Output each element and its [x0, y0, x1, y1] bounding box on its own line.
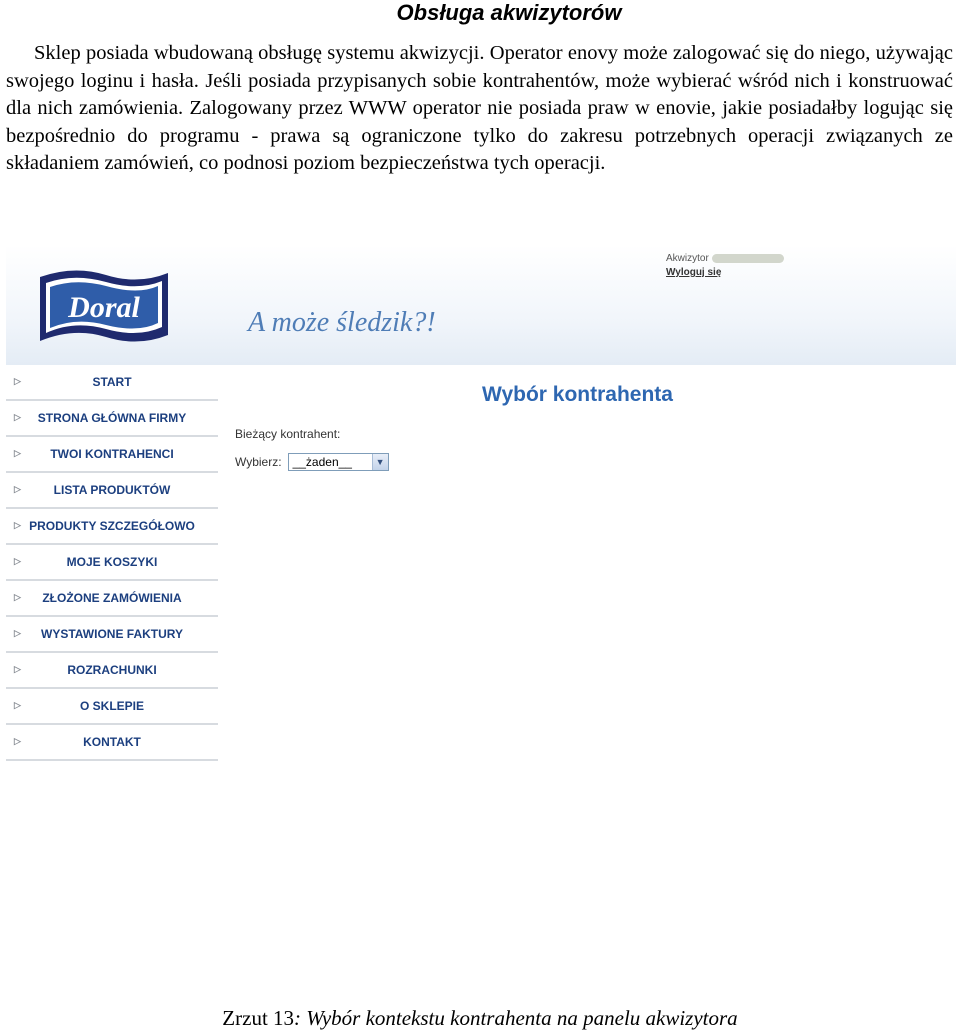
nav-item-my-carts[interactable]	[6, 545, 218, 581]
nav-item-label: ZŁOŻONE ZAMÓWIENIA	[42, 591, 182, 605]
arrow-icon: ▷	[14, 448, 21, 458]
logout-link[interactable]: Wyloguj się	[666, 267, 722, 278]
nav-item-settlements[interactable]	[6, 653, 218, 689]
svg-text:Doral: Doral	[68, 291, 140, 324]
screenshot-figure	[6, 245, 956, 765]
select-value: __żaden__	[292, 455, 352, 469]
nav-item-label: MOJE KOSZYKI	[66, 555, 158, 569]
nav-item-label: WYSTAWIONE FAKTURY	[41, 627, 183, 641]
arrow-icon: ▷	[14, 412, 21, 422]
arrow-icon: ▷	[14, 628, 21, 638]
nav-item-label: O SKLEPIE	[79, 699, 144, 713]
arrow-icon: ▷	[14, 664, 21, 674]
nav-item-start[interactable]	[6, 365, 218, 401]
arrow-icon: ▷	[14, 484, 21, 494]
caption-label: Zrzut 13	[222, 1006, 295, 1030]
nav-item-contact[interactable]	[6, 725, 218, 761]
shop-slogan: A może śledzik?!	[248, 307, 436, 338]
page-title: Wybór kontrahenta	[482, 383, 673, 406]
figure-caption	[0, 1004, 960, 1032]
nav-item-label: TWOI KONTRAHENCI	[50, 447, 174, 461]
user-label: Akwizytor	[666, 253, 709, 264]
arrow-icon: ▷	[14, 700, 21, 710]
nav-item-label: ROZRACHUNKI	[67, 663, 157, 677]
nav-item-issued-invoices[interactable]	[6, 617, 218, 653]
nav-item-placed-orders[interactable]	[6, 581, 218, 617]
nav-item-label: LISTA PRODUKTÓW	[53, 483, 171, 497]
username-redacted	[712, 254, 784, 263]
nav-item-product-details[interactable]	[6, 509, 218, 545]
document-title: Obsługa akwizytorów	[396, 0, 622, 25]
nav-item-about-shop[interactable]	[6, 689, 218, 725]
arrow-icon: ▷	[14, 376, 21, 386]
document-paragraph: Sklep posiada wbudowaną obsługę systemu akwizycji. Operator enovy może zalogować się do niego, używając swojego loginu i hasła. Jeśli posiada przypisanych sobie kontrahentów, może wybierać wśród nich i konstruować dla nich zamówienia. Zalogowany przez WWW operator nie posiada praw w enovie, jakie posiadałby logując się bezpośrednio do programu - prawa są ograniczone tylko do zakresu potrzebnych operacji związanych ze składaniem zamówień, co podnosi poziom bezpieczeństwa tych operacji.	[6, 42, 953, 174]
nav-item-company-home[interactable]	[6, 401, 218, 437]
arrow-icon: ▷	[14, 556, 21, 566]
arrow-icon: ▷	[14, 520, 21, 530]
shop-header	[6, 245, 956, 365]
arrow-icon: ▷	[14, 736, 21, 746]
contractor-select[interactable]	[288, 453, 389, 471]
select-label: Wybierz:	[235, 455, 282, 469]
contractor-select-row	[235, 453, 389, 471]
nav-item-product-list[interactable]	[6, 473, 218, 509]
caption-text: : Wybór kontekstu kontrahenta na panelu akwizytora	[294, 1006, 738, 1030]
nav-item-your-contractors[interactable]	[6, 437, 218, 473]
nav-item-label: STRONA GŁÓWNA FIRMY	[37, 411, 187, 425]
current-contractor-label: Bieżący kontrahent:	[235, 427, 341, 441]
sidebar-nav	[6, 365, 218, 761]
doral-logo[interactable]	[34, 263, 174, 360]
nav-item-label: PRODUKTY SZCZEGÓŁOWO	[29, 519, 195, 533]
arrow-icon: ▷	[14, 592, 21, 602]
nav-item-label: KONTAKT	[83, 735, 141, 749]
chevron-down-icon[interactable]: ▼	[372, 454, 388, 470]
nav-item-label: START	[92, 375, 132, 389]
user-box	[666, 253, 784, 278]
